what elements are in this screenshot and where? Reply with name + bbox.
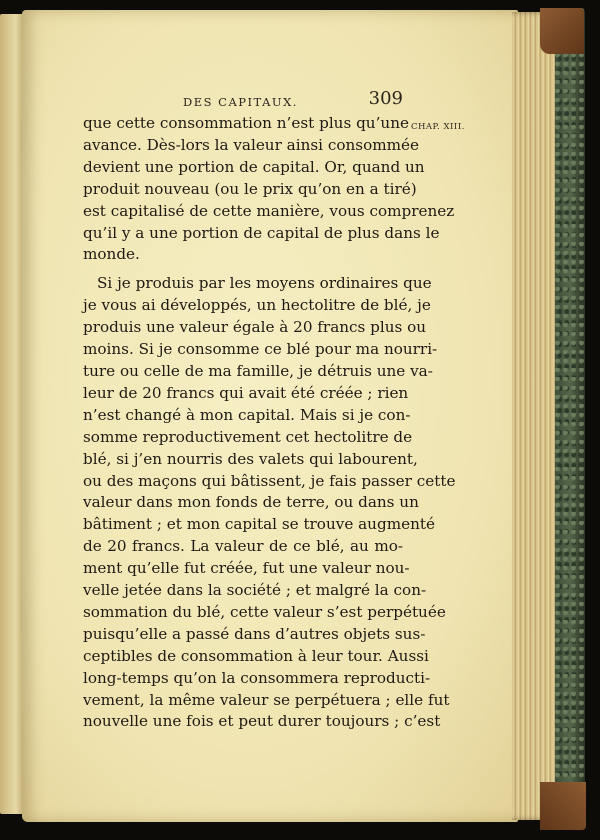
text-line: leur de 20 francs qui avait été créée ; rien bbox=[83, 383, 409, 402]
text-line: sommation du blé, cette valeur s’est perpétuée bbox=[83, 602, 446, 621]
page-number: 309 bbox=[368, 88, 403, 109]
marbled-cover bbox=[555, 8, 585, 830]
paragraph bbox=[83, 273, 456, 733]
text-line: velle jetée dans la société ; et malgré la con- bbox=[83, 581, 427, 600]
text-line: n’est changé à mon capital. Mais si je con- bbox=[83, 405, 411, 424]
text-line: ceptibles de consommation à leur tour. Aussi bbox=[83, 646, 429, 665]
text-line: long-temps qu’on la consommera reproducti- bbox=[83, 668, 431, 687]
text-line: vement, la même valeur se perpétuera ; elle fut bbox=[83, 690, 450, 709]
text-line: ment qu’elle fut créée, fut une valeur nou- bbox=[83, 559, 410, 578]
text-line: Si je produis par les moyens ordinaires que bbox=[97, 274, 432, 293]
leather-corner-top bbox=[540, 8, 584, 54]
text-line: devient une portion de capital. Or, quand un bbox=[83, 157, 425, 176]
text-line: produit nouveau (ou le prix qu’on en a tiré) bbox=[83, 179, 417, 198]
text-line: nouvelle une fois et peut durer toujours ; c’est bbox=[83, 712, 441, 731]
text-line: bâtiment ; et mon capital se trouve augmenté bbox=[83, 515, 435, 534]
text-line: puisqu’elle a passé dans d’autres objets sus- bbox=[83, 624, 426, 643]
leather-corner-bottom bbox=[540, 782, 586, 830]
page-header bbox=[83, 88, 403, 114]
text-line: qu’il y a une portion de capital de plus dans le bbox=[83, 223, 440, 242]
text-line: que cette consommation n’est plus qu’une bbox=[83, 114, 409, 132]
text-line: je vous ai développés, un hectolitre de blé, je bbox=[83, 296, 431, 315]
marginal-note: CHAP. XIII. bbox=[411, 122, 465, 132]
paragraph-gap bbox=[83, 266, 403, 273]
text-line: ture ou celle de ma famille, je détruis une va- bbox=[83, 361, 433, 380]
text-line: monde. bbox=[83, 245, 140, 264]
text-line: ou des maçons qui bâtissent, je fais passer cette bbox=[83, 471, 456, 490]
text-line: avance. Dès-lors la valeur ainsi consommée bbox=[83, 135, 420, 154]
running-head: DES CAPITAUX. bbox=[183, 95, 298, 109]
text-line: de 20 francs. La valeur de ce blé, au mo- bbox=[83, 537, 403, 556]
text-line: moins. Si je consomme ce blé pour ma nourri- bbox=[83, 340, 438, 359]
text-line: produis une valeur égale à 20 francs plus ou bbox=[83, 318, 427, 337]
text-line: est capitalisé de cette manière, vous comprenez bbox=[83, 201, 455, 220]
text-line: valeur dans mon fonds de terre, ou dans un bbox=[83, 493, 419, 512]
text-line: somme reproductivement cet hectolitre de bbox=[83, 427, 413, 446]
text-line: blé, si j’en nourris des valets qui labourent, bbox=[83, 449, 418, 468]
